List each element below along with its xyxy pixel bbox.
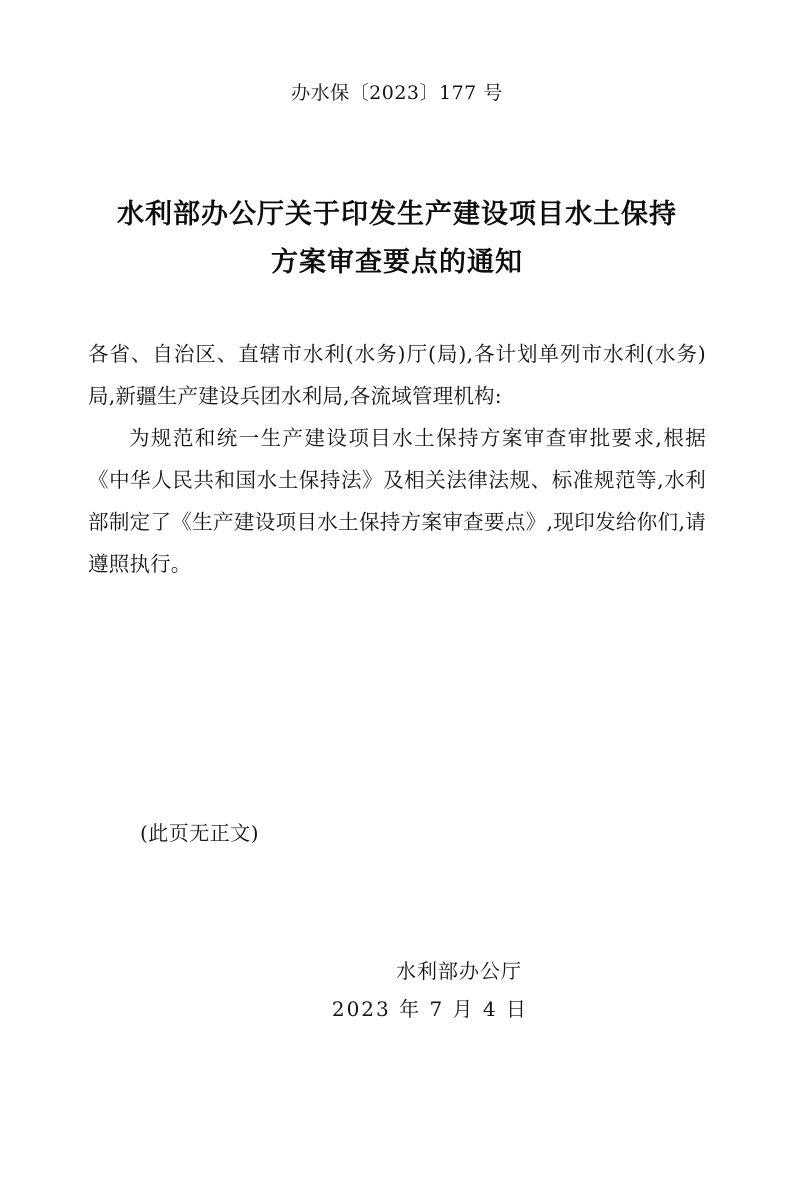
signer-organization: 水利部办公厅: [396, 959, 522, 984]
document-page: [0, 78, 794, 1201]
document-body: [88, 333, 706, 585]
page-title-line-2: 方案审查要点的通知: [271, 247, 523, 279]
document-number: 办水保〔2023〕177 号: [291, 82, 503, 104]
page-note: (此页无正文): [140, 821, 260, 846]
recipients-line: 各省、自治区、直辖市水利(水务)厅(局),各计划单列市水利(水务)局,新疆生产建设兵团水利局,各流域管理机构:: [88, 342, 706, 409]
body-paragraph-1: 为规范和统一生产建设项目水土保持方案审查审批要求,根据《中华人民共和国水土保持法》及相关法律法规、标准规范等,水利部制定了《生产建设项目水土保持方案审查要点》,现印发给你们,请遵照执行。: [88, 426, 706, 577]
page-title-line-1: 水利部办公厅关于印发生产建设项目水土保持: [117, 199, 677, 230]
signature-block: [88, 952, 706, 1028]
page-title: [88, 191, 706, 287]
signer-date: 2023 年 7 月 4 日: [331, 997, 528, 1022]
